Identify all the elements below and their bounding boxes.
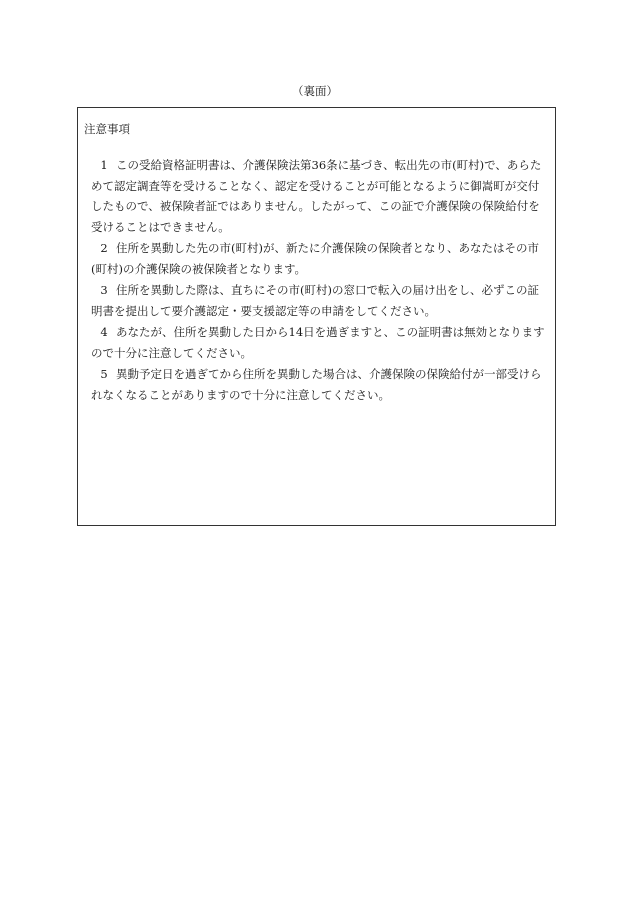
notice-text: 異動予定日を過ぎてから住所を異動した場合は、介護保険の保険給付が一部受けられなくなることがありますので十分に注意してください。 <box>91 367 542 402</box>
notice-item-5 <box>78 364 557 405</box>
notice-number: 5 <box>100 367 108 381</box>
notice-item-2 <box>78 238 557 279</box>
notice-box <box>77 107 556 526</box>
notice-text: 住所を異動した際は、直ちにその市(町村)の窓口で転入の届け出をし、必ずこの証明書を提出して要介護認定・要支援認定等の申請をしてください。 <box>91 283 539 318</box>
notice-text: この受給資格証明書は、介護保険法第36条に基づき、転出先の市(町村)で、あらためて認定調査等を受けることなく、認定を受けることが可能となるように御嵩町が交付したもので、被保険者証ではありません。したがって、この証で介護保険の保険給付を受けることはできません。 <box>91 158 542 234</box>
notice-number: 4 <box>100 325 108 339</box>
notice-item-1 <box>78 155 557 237</box>
notice-text: 住所を異動した先の市(町村)が、新たに介護保険の保険者となり、あなたはその市(町村)の介護保険の被保険者となります。 <box>91 241 539 276</box>
notice-item-4 <box>78 322 557 363</box>
notice-item-3 <box>78 280 557 321</box>
notice-title: 注意事項 <box>84 122 130 136</box>
page-heading: （裏面） <box>292 84 338 98</box>
notice-text: あなたが、住所を異動した日から14日を過ぎますと、この証明書は無効となりますので十分に注意してください。 <box>91 325 545 360</box>
notice-list <box>78 155 557 406</box>
notice-number: 2 <box>100 241 108 255</box>
notice-number: 1 <box>100 158 108 172</box>
notice-number: 3 <box>100 283 108 297</box>
